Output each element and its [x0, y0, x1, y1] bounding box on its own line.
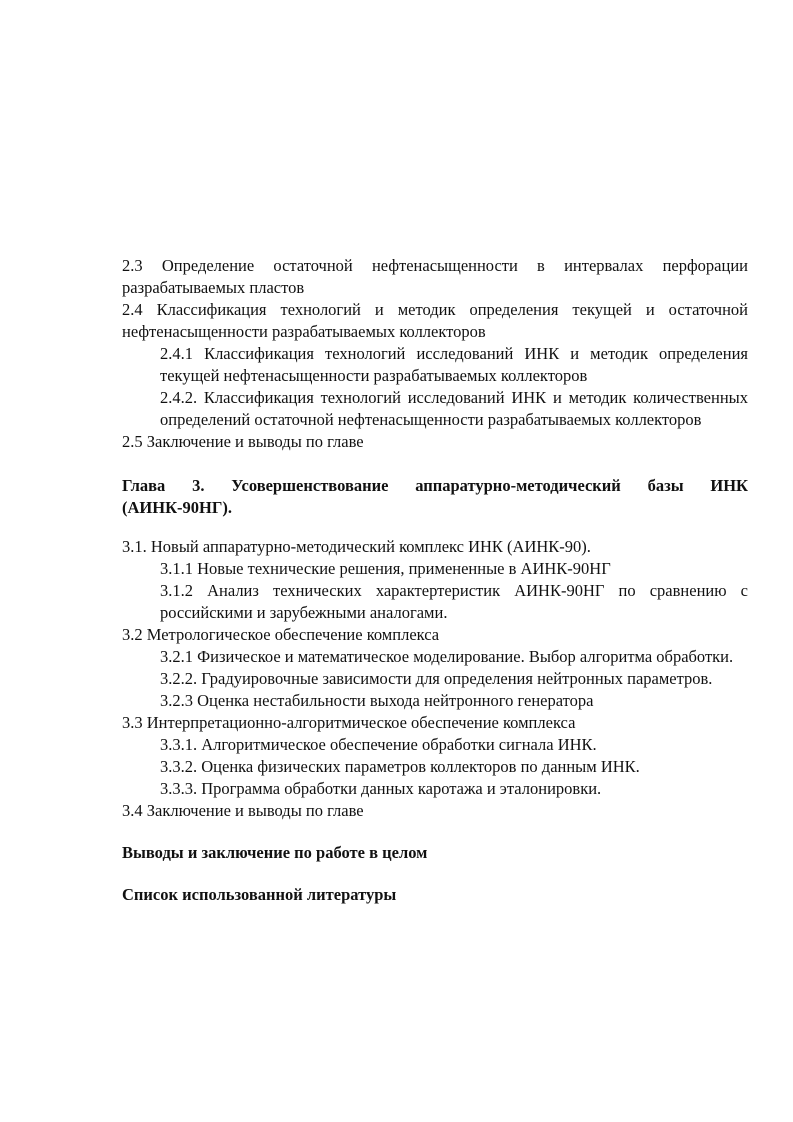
- toc-entry-2-5: 2.5 Заключение и выводы по главе: [122, 432, 364, 451]
- toc-entry-3-2-2: 3.2.2. Градуировочные зависимости для определения нейтронных параметров.: [160, 668, 713, 688]
- toc-entry-2-4-1: 2.4.1 Классификация технологий исследований ИНК и методик определения текущей нефтенасыщенности разрабатываемых коллекторов: [160, 344, 748, 385]
- toc-entry-3-4: 3.4 Заключение и выводы по главе: [122, 800, 364, 820]
- toc-entry-3-3-2: 3.3.2. Оценка физических параметров коллекторов по данным ИНК.: [160, 756, 640, 776]
- toc-entry-3-2-3: 3.2.3 Оценка нестабильности выхода нейтронного генератора: [160, 690, 594, 710]
- toc-entry-3-3: 3.3 Интерпретационно-алгоритмическое обеспечение комплекса: [122, 712, 576, 732]
- toc-entry-3-2: 3.2 Метрологическое обеспечение комплекса: [122, 624, 440, 644]
- references-heading: Список использованной литературы: [122, 884, 397, 904]
- toc-entry-3-1: 3.1. Новый аппаратурно-методический комплекс ИНК (АИНК-90).: [122, 536, 591, 556]
- toc-entry-3-1-1: 3.1.1 Новые технические решения, примененные в АИНК-90НГ: [160, 558, 611, 578]
- toc-entry-2-4: 2.4 Классификация технологий и методик определения текущей и остаточной нефтенасыщенности разрабатываемых коллекторов: [122, 300, 748, 341]
- toc-entry-3-3-1: 3.3.1. Алгоритмическое обеспечение обработки сигнала ИНК.: [160, 734, 597, 754]
- toc-entry-2-4-2: 2.4.2. Классификация технологий исследований ИНК и методик количественных определений остаточной нефтенасыщенности разрабатываемых коллекторов: [160, 388, 748, 429]
- toc-entry-3-3-3: 3.3.3. Программа обработки данных каротажа и эталонировки.: [160, 778, 602, 798]
- conclusions-heading: Выводы и заключение по работе в целом: [122, 842, 428, 862]
- chapter-3-title: Глава 3. Усовершенствование аппаратурно-методический базы ИНК (АИНК-90НГ).: [122, 476, 748, 517]
- toc-entry-2-3: 2.3 Определение остаточной нефтенасыщенности в интервалах перфорации разрабатываемых пластов: [122, 256, 748, 297]
- toc-entry-3-2-1: 3.2.1 Физическое и математическое моделирование. Выбор алгоритма обработки.: [160, 646, 734, 666]
- table-of-contents: [122, 255, 748, 922]
- toc-entry-3-1-2: 3.1.2 Анализ технических характертеристик АИНК-90НГ по сравнению с российскими и зарубежными аналогами.: [160, 580, 748, 622]
